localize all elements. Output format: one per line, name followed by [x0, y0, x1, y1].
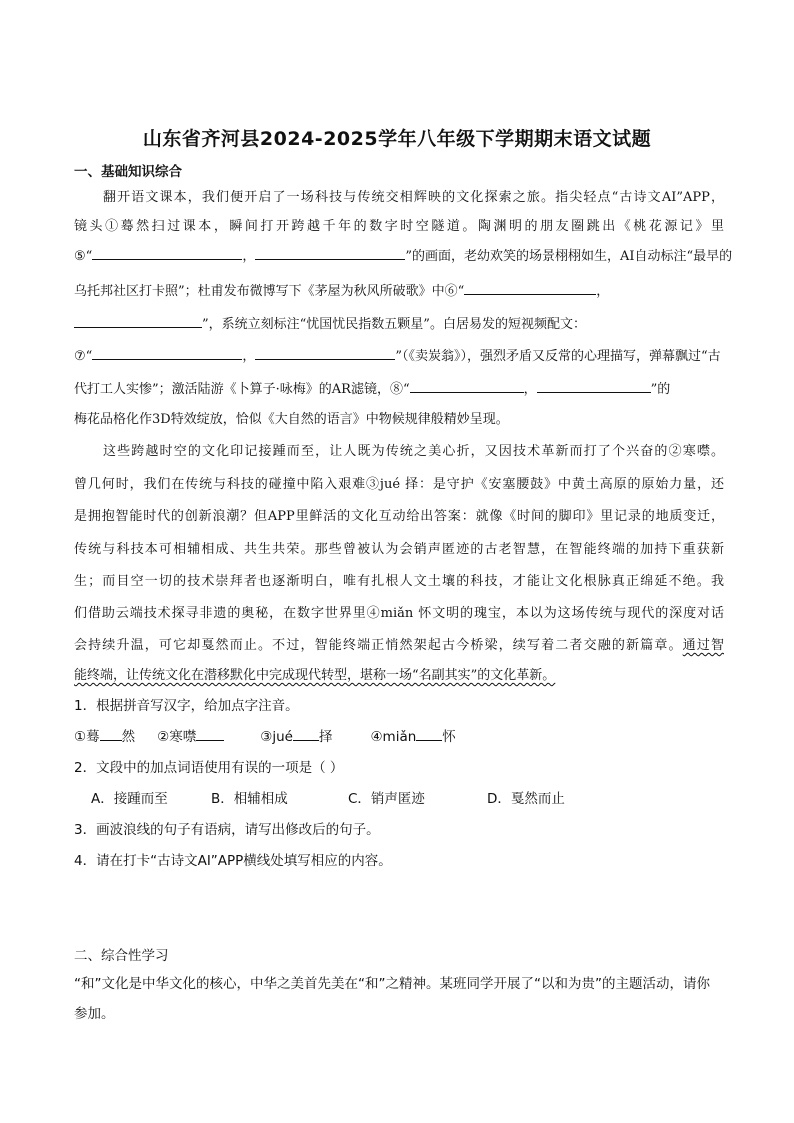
p1-line7-c: ”的: [650, 382, 671, 397]
question-3: 3．画波浪线的句子有语病，请写出修改后的句子。: [74, 822, 380, 838]
q1-item-b: ②寒噤: [157, 729, 197, 745]
question-1-items: [74, 725, 456, 745]
q1-blank-c[interactable]: [293, 728, 319, 741]
p2-line5: 生；而目空一切的技术崇拜者也逐渐明白，唯有扎根人文土壤的科技，才能让文化根脉真正绵延不绝。我: [74, 574, 724, 589]
p1-line3-c: ”的画面，老幼欢笑的场景栩栩如生，AI自动标注“最早的: [405, 249, 733, 264]
blank-6b[interactable]: [74, 314, 202, 328]
section1-heading: 一、基础知识综合: [74, 164, 182, 180]
p1-line5: [74, 313, 724, 332]
p1-line3: [74, 245, 733, 264]
q1-item-d: ④miǎn: [370, 729, 417, 745]
blank-5b[interactable]: [255, 246, 405, 260]
p2-line1: 这些跨越时空的文化印记接踵而至，让人既为传统之美心折，又因技术革新而打了个兴奋的②寒噤。: [103, 444, 724, 459]
p1-line4-b: ，: [596, 284, 610, 299]
p1-line7: [74, 378, 724, 397]
question-2: 2．文段中的加点词语使用有误的一项是（ ）: [74, 760, 344, 776]
section2-line1: “和”文化是中华文化的核心，中华之美首先美在“和”之精神。某班同学开展了“以和为贵”的主题活动，请你: [74, 976, 710, 992]
blank-8a[interactable]: [410, 379, 524, 393]
q1-blank-b[interactable]: [196, 728, 224, 741]
q1-blank-a[interactable]: [100, 728, 122, 741]
blank-6a[interactable]: [464, 281, 596, 295]
p1-line8: 梅花品格化作3D特效绽放，恰似《大自然的语言》中物候规律般精妙呈现。: [74, 412, 509, 427]
q1-blank-d[interactable]: [416, 728, 442, 741]
p1-line4-a: 乌托邦社区打卡照”；杜甫发布微博写下《茅屋为秋风所破歌》中⑥“: [74, 284, 465, 299]
blank-7b[interactable]: [255, 346, 395, 360]
option-d[interactable]: D．戛然而止: [487, 791, 565, 807]
q1-item-c: ③jué: [260, 729, 293, 745]
p1-line6-b: ，: [242, 349, 256, 364]
wavy-sentence-start: 通过智: [682, 638, 724, 653]
p1-line7-b: ，: [523, 382, 537, 397]
p1-line2: 镜头①蓦然扫过课本，瞬间打开跨越千年的数字时空隧道。陶渊明的朋友圈跳出《桃花源记》里: [74, 219, 724, 234]
question-4: 4．请在打卡“古诗文AI”APP横线处填写相应的内容。: [74, 853, 392, 869]
p2-line7: [74, 634, 724, 653]
q1-item-a2: 然: [121, 729, 136, 745]
section2-heading: 二、综合性学习: [74, 948, 169, 964]
p1-line1: 翻开语文课本，我们便开启了一场科技与传统交相辉映的文化探索之旅。指尖轻点“古诗文AI”APP，: [103, 190, 724, 205]
wavy-sentence-end: 能终端，让传统文化在潜移默化中完成现代转型，堪称一场“名副其实”的文化革新。: [74, 668, 556, 683]
p1-line3-a: ⑤“: [74, 249, 93, 264]
p2-line2: 曾几何时，我们在传统与科技的碰撞中陷入艰难③jué 择：是守护《安塞腰鼓》中黄土高原的原始力量，还: [74, 477, 724, 492]
q1-item-c2: 择: [318, 729, 333, 745]
p1-line6-a: ⑦“: [74, 349, 93, 364]
p1-line5-a: ”，系统立刻标注“忧国忧民指数五颗星”。白居易发的短视频配文：: [202, 317, 586, 332]
page-title: 山东省齐河县2024-2025学年八年级下学期期末语文试题: [142, 128, 652, 150]
option-b[interactable]: B．相辅相成: [211, 791, 288, 807]
p1-line6: [74, 345, 724, 364]
p1-line7-a: 代打工人实惨”；激活陆游《卜算子·咏梅》的AR滤镜，⑧“: [74, 382, 410, 397]
blank-7a[interactable]: [92, 346, 242, 360]
p1-line3-b: ，: [242, 249, 256, 264]
p1-line6-c: ”（《卖炭翁》），强烈矛盾又反常的心理描写，弹幕飘过“古: [395, 349, 721, 364]
q1-item-a: ①蓦: [74, 729, 100, 745]
q1-item-d2: 怀: [442, 729, 456, 745]
option-a[interactable]: A．接踵而至: [91, 791, 168, 807]
blank-8b[interactable]: [537, 379, 651, 393]
p2-line4: 传统与科技本可相辅相成、共生共荣。那些曾被认为会销声匿迹的古老智慧，在智能终端的加持下重获新: [74, 542, 724, 557]
p2-line3: 是拥抱智能时代的创新浪潮？但APP里鲜活的文化互动给出答案：就像《时间的脚印》里记录的地质变迁，: [74, 509, 724, 524]
p2-line8: [74, 664, 724, 683]
option-c[interactable]: C．销声匿迹: [348, 791, 425, 807]
section2-line2: 参加。: [74, 1006, 115, 1022]
blank-5a[interactable]: [92, 246, 242, 260]
p1-line4: [74, 280, 724, 299]
question-1: 1．根据拼音写汉字，给加点字注音。: [74, 698, 299, 714]
p2-line7-a: 会持续升温，可它却戛然而止。不过，智能终端正悄然架起古今桥梁，续写着二者交融的新篇章。: [74, 638, 683, 653]
p2-line6: 们借助云端技术探寻非遗的奥秘，在数字世界里④miǎn 怀文明的瑰宝，本以为这场传统与现代的深度对话: [74, 606, 724, 621]
